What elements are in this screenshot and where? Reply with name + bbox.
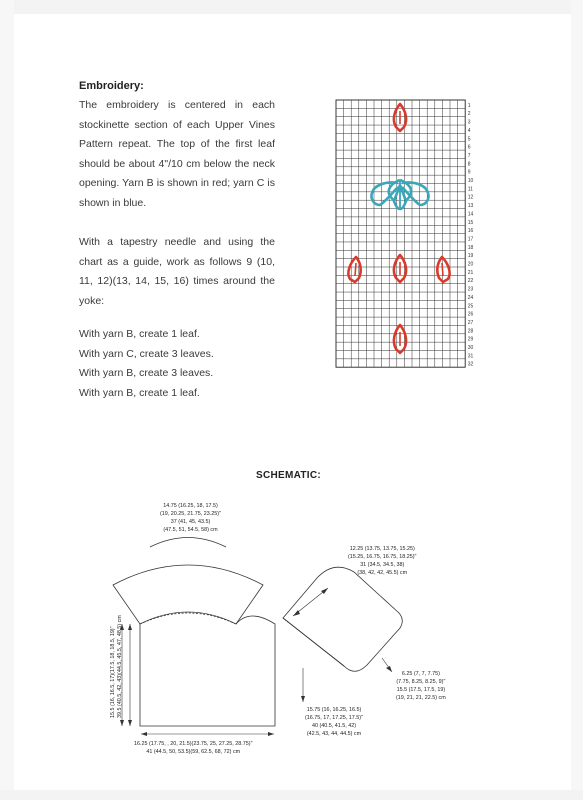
chart-row-number: 28 — [467, 328, 474, 335]
sleeve-length-measurement: 15.75 (16, 16.25, 16.5) (16.75, 17, 17.25, 17.5)" 40 (40.5, 41.5, 42) (42.5, 43, 44, 44.5) cm — [305, 707, 363, 737]
step-3: With yarn B, create 3 leaves. — [79, 367, 214, 379]
chart-row-number: 31 — [467, 353, 474, 360]
schematic-diagram — [100, 490, 480, 760]
chart-row-number: 22 — [467, 278, 474, 285]
chart-row-number: 23 — [467, 286, 474, 293]
embroidery-heading: Embroidery: — [79, 80, 144, 92]
page-left-border — [0, 0, 14, 800]
chart-row-number: 2 — [467, 111, 471, 118]
chart-row-number: 18 — [467, 244, 474, 251]
chart-grid — [334, 97, 484, 372]
chart-row-number: 13 — [467, 203, 474, 210]
step-1: With yarn B, create 1 leaf. — [79, 328, 200, 340]
body-length-cm: 39.5 (40.5, 42, 43)(44.5, 45.5, 47, 48.5) cm — [117, 615, 123, 718]
chart-row-number: 26 — [467, 311, 474, 318]
yoke-outline — [113, 565, 263, 624]
chart-row-number: 14 — [467, 211, 474, 218]
chart-row-number: 29 — [467, 336, 474, 343]
chart-row-number: 6 — [467, 144, 471, 151]
chart-row-number: 32 — [467, 361, 474, 368]
chart-row-number: 1 — [467, 102, 471, 109]
chart-row-number: 20 — [467, 261, 474, 268]
schematic-heading: SCHEMATIC: — [256, 470, 322, 481]
chart-row-number: 17 — [467, 236, 474, 243]
embroidery-paragraph-1: The embroidery is centered in each stockinette section of each Upper Vines Pattern repeat. The top of the first leaf should be about 4"/10 cm below the neck opening. Yarn B is shown in red; yarn C is shown in blue. — [79, 99, 275, 209]
chart-row-number: 21 — [467, 269, 474, 276]
chart-row-number: 3 — [467, 119, 471, 126]
sleeve-outline — [283, 567, 402, 671]
embroidery-steps — [79, 325, 279, 403]
chart-row-number: 4 — [467, 127, 471, 134]
chart-row-number: 30 — [467, 345, 474, 351]
upper-arm-measurement: 12.25 (13.75, 13.75, 15.25) (15.25, 16.75, 16.75, 18.25)" 31 (34.5, 34.5, 38) (38, 42, 42, 45.5) cm — [348, 546, 417, 576]
chart-row-number: 7 — [467, 152, 471, 159]
step-2: With yarn C, create 3 leaves. — [79, 347, 214, 360]
chart-row-number: 27 — [467, 319, 474, 326]
chart-row-number: 9 — [467, 169, 471, 176]
chart-row-number: 16 — [467, 228, 474, 235]
chart-row-number: 11 — [467, 186, 473, 193]
body-width-measurement: 16.25 (17.75, , 20, 21.5)(23.75, 25, 27.25, 28.75)" 41 (44.5, 50, 53.5)(59, 62.5, 68, 72) cm — [134, 741, 253, 755]
chart-row-number: 12 — [467, 194, 474, 201]
page-right-border — [571, 0, 583, 800]
embroidery-instructions — [79, 96, 275, 311]
neck-curve — [150, 538, 226, 548]
body-length-inches: 15.5 (16, 16.5, 17)(17.5, 18, 18.5, 19)" — [110, 626, 116, 718]
chart-row-number: 5 — [467, 136, 471, 143]
step-4: With yarn B, create 1 leaf. — [79, 386, 200, 399]
page-top-border — [0, 0, 583, 14]
chart-row-number: 25 — [467, 303, 474, 310]
schematic-drawing — [100, 490, 480, 755]
chart-row-number: 19 — [467, 253, 474, 260]
chart-row-number: 24 — [467, 294, 474, 301]
chart-row-number: 15 — [467, 219, 474, 226]
embroidery-chart — [334, 97, 484, 372]
chart-row-number: 10 — [467, 178, 474, 184]
page-bottom-border — [0, 790, 583, 800]
cuff-measurement: 6.25 (7, 7, 7.75) (7.75, 8.25, 8.25, 9)" 15.5 (17.5, 17.5, 19) (19, 21, 21, 22.5) cm — [396, 671, 446, 701]
chart-row-number: 8 — [467, 161, 471, 168]
body-outline — [140, 616, 275, 726]
neck-measurement: 14.75 (16.25, 18, 17.5) (19, 20.25, 21.75, 23.25)" 37 (41, 45, 43.5) (47.5, 51, 54.5, 58) cm — [160, 503, 221, 533]
embroidery-paragraph-2: With a tapestry needle and using the chart as a guide, work as follows 9 (10, 11, 12)(13, 14, 15, 16) times around the yoke: — [79, 236, 275, 307]
